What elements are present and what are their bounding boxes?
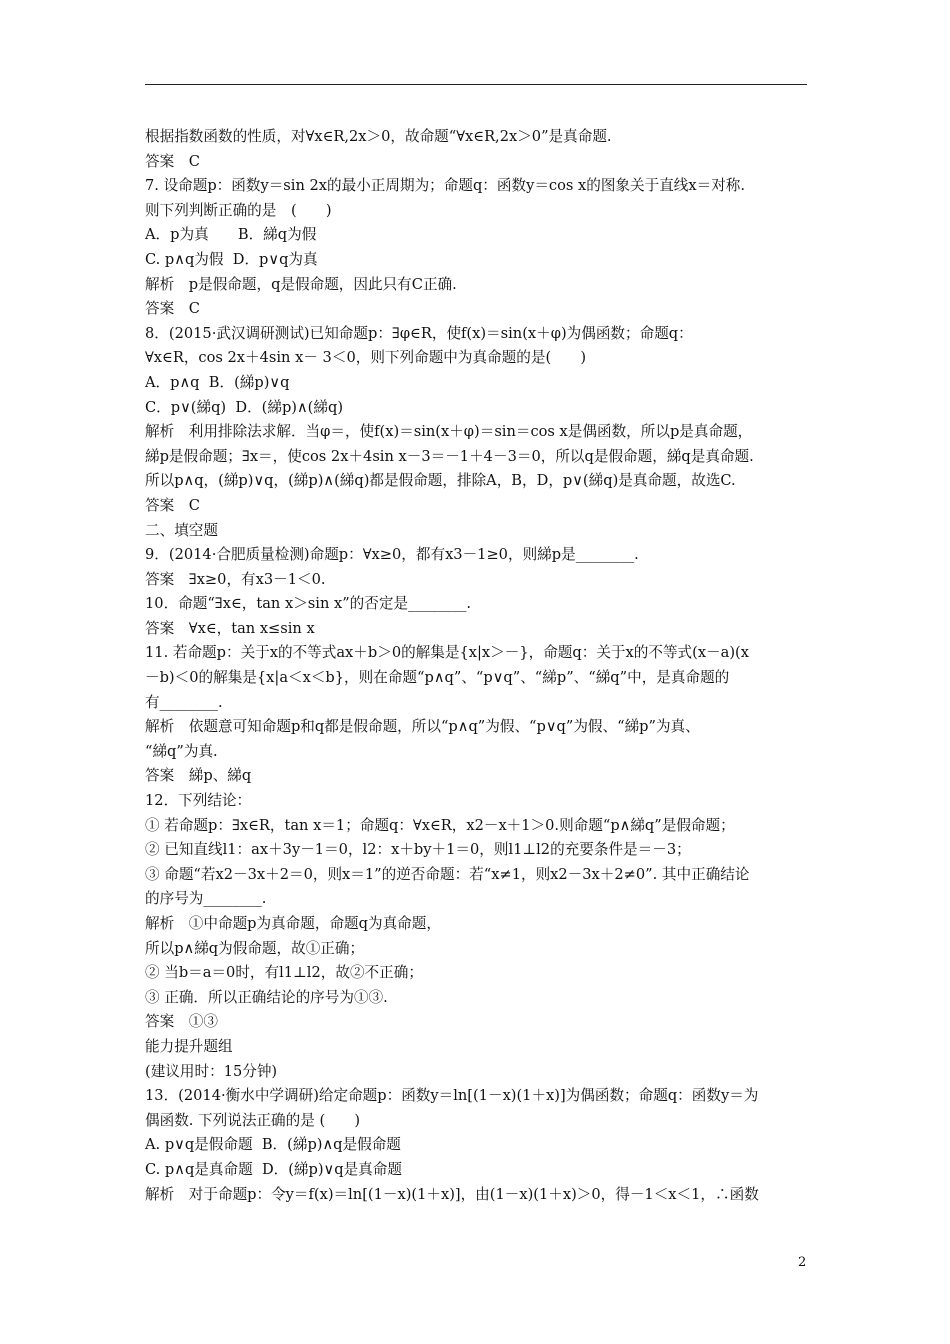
text-line: 綈p是假命题；∃x＝，使cos 2x＋4sin x－3＝－1＋4－3＝0，所以q是假命题，綈q是真命题. — [145, 447, 754, 465]
text-line: (建议用时：15分钟) — [145, 1062, 278, 1080]
text-line: 的序号为________. — [145, 890, 267, 908]
text-line: ① 若命题p：∃x∈R，tan x＝1；命题q：∀x∈R，x2－x＋1＞0.则命题“p∧綈q”是假命题； — [145, 816, 735, 834]
text-line: 8．(2015·武汉调研测试)已知命题p：∃φ∈R，使f(x)＝sin(x＋φ)为偶函数；命题q： — [145, 324, 693, 342]
text-line: C. p∧q为假 D．p∨q为真 — [145, 250, 318, 268]
text-line: 所以p∧綈q为假命题，故①正确； — [145, 939, 365, 957]
text-line: 偶函数. 下列说法正确的是 ( ) — [145, 1111, 361, 1129]
section-heading: 二、填空题 — [145, 521, 218, 539]
text-line: C．p∨(綈q) D．(綈p)∧(綈q) — [145, 398, 344, 416]
text-line: 答案 綈p、綈q — [145, 767, 252, 785]
text-line: 答案 ①③ — [145, 1013, 218, 1031]
text-line: 则下列判断正确的是 ( ) — [145, 201, 332, 219]
text-line: 解析 对于命题p：令y＝f(x)＝ln[(1－x)(1＋x)]，由(1－x)(1＋x)＞0，得－1＜x＜1，∴函数 — [145, 1185, 759, 1203]
text-line: “綈q”为真. — [145, 742, 218, 760]
text-line: 答案 C — [145, 496, 200, 514]
text-line: 9．(2014·合肥质量检测)命题p：∀x≥0，都有x3－1≥0，则綈p是________. — [145, 546, 639, 564]
text-line: ② 当b＝a＝0时，有l1⊥l2，故②不正确； — [145, 964, 423, 982]
header-rule — [145, 84, 807, 85]
text-line: A. p∨q是假命题 B．(綈p)∧q是假命题 — [145, 1136, 401, 1154]
text-line: －b)＜0的解集是{x|a＜x＜b}，则在命题“p∧q”、“p∨q”、“綈p”、“綈q”中，是真命题的 — [145, 669, 730, 687]
text-line: 答案 C — [145, 152, 200, 170]
text-line: 有________. — [145, 693, 223, 711]
page-number: 2 — [798, 1255, 807, 1270]
section-heading: 能力提升题组 — [145, 1037, 233, 1055]
text-line: ③ 命题“若x2－3x＋2＝0，则x＝1”的逆否命题：若“x≠1，则x2－3x＋2≠0”. 其中正确结论 — [145, 865, 750, 883]
text-line: 解析 p是假命题，q是假命题，因此只有C正确. — [145, 275, 457, 293]
text-line: ③ 正确．所以正确结论的序号为①③. — [145, 988, 388, 1006]
text-line: 12．下列结论： — [145, 792, 252, 810]
text-line: 解析 ①中命题p为真命题，命题q为真命题， — [145, 915, 441, 932]
text-line: 解析 依题意可知命题p和q都是假命题，所以“p∧q”为假、“p∨q”为假、“綈p”为真、 — [145, 718, 700, 736]
text-line: 11. 若命题p：关于x的不等式ax＋b＞0的解集是{x|x＞－}，命题q：关于x的不等式(x－a)(x — [145, 644, 749, 662]
text-line: A．p∧q B．(綈p)∨q — [145, 373, 290, 391]
text-line: 解析 利用排除法求解．当φ＝，使f(x)＝sin(x＋φ)＝sin＝cos x是偶函数，所以p是真命题， — [145, 423, 753, 441]
text-line: C. p∧q是真命题 D．(綈p)∨q是真命题 — [145, 1160, 402, 1178]
text-line: 10．命题“∃x∈，tan x＞sin x”的否定是________. — [145, 595, 472, 613]
text-line: ② 已知直线l1：ax＋3y－1＝0，l2：x＋by＋1＝0，则l1⊥l2的充要条件是＝－3； — [145, 841, 691, 859]
text-line: A．p为真 B．綈q为假 — [145, 226, 317, 244]
text-line: 答案 C — [145, 300, 200, 318]
text-line: 所以p∧q，(綈p)∨q，(綈p)∧(綈q)都是假命题，排除A，B，D，p∨(綈q)是真命题，故选C. — [145, 472, 736, 490]
text-line: 13．(2014·衡水中学调研)给定命题p：函数y＝ln[(1－x)(1＋x)]为偶函数；命题q：函数y＝为 — [145, 1087, 759, 1105]
text-line: 7. 设命题p：函数y＝sin 2x的最小正周期为；命题q：函数y＝cos x的图象关于直线x＝对称. — [145, 177, 746, 195]
text-line: 根据指数函数的性质，对∀x∈R,2x＞0，故命题“∀x∈R,2x＞0”是真命题. — [145, 128, 612, 145]
document-body — [145, 125, 813, 1207]
text-line: 答案 ∀x∈，tan x≤sin x — [145, 619, 315, 637]
text-line: 答案 ∃x≥0，有x3－1＜0. — [145, 570, 326, 588]
text-line: ∀x∈R，cos 2x＋4sin x－ 3＜0，则下列命题中为真命题的是( ) — [145, 349, 587, 367]
